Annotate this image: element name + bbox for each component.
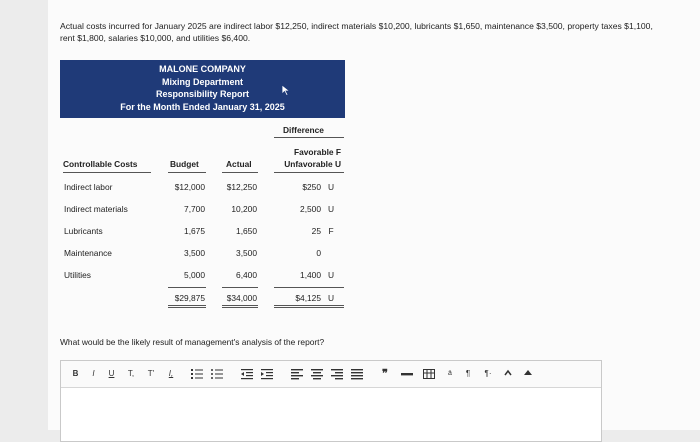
editor-toolbar — [61, 361, 601, 388]
diff-total-rule — [274, 287, 344, 288]
outdent-icon[interactable] — [241, 368, 253, 380]
row-diff: $250 — [302, 182, 321, 192]
company-name: MALONE COMPANY — [159, 64, 246, 74]
row-name: Lubricants — [64, 226, 103, 236]
total-flag: U — [327, 293, 335, 303]
row-actual: 1,650 — [236, 226, 257, 236]
row-flag: U — [327, 270, 335, 280]
budget-header: Budget — [170, 159, 199, 169]
costs-underline — [63, 172, 151, 173]
row-diff: 0 — [316, 248, 321, 258]
difference-underline — [274, 137, 344, 138]
total-diff: $4,125 — [295, 293, 321, 303]
ltr-direction-button[interactable]: ¶ — [465, 369, 471, 378]
row-flag: F — [328, 226, 334, 236]
rtl-direction-button[interactable]: ¶· — [484, 369, 492, 378]
redo-icon[interactable] — [523, 368, 533, 380]
row-budget: 5,000 — [184, 270, 205, 280]
row-name: Maintenance — [64, 248, 112, 258]
row-flag: U — [327, 182, 335, 192]
row-name: Utilities — [64, 270, 91, 280]
indent-icon[interactable] — [261, 368, 273, 380]
bold-button[interactable]: B — [72, 369, 79, 378]
row-actual: 3,500 — [236, 248, 257, 258]
clear-format-button[interactable]: I, — [168, 369, 174, 378]
department-name: Mixing Department — [161, 76, 243, 87]
total-actual: $34,000 — [226, 293, 257, 303]
special-character-icon[interactable]: ä — [448, 370, 452, 377]
row-actual: $12,250 — [226, 182, 257, 192]
row-budget: $12,000 — [174, 182, 205, 192]
subscript-button[interactable]: T, — [127, 369, 135, 378]
row-budget: 1,675 — [184, 226, 205, 236]
row-flag: U — [327, 204, 335, 214]
horizontal-rule-icon[interactable] — [401, 368, 413, 380]
actual-double-rule-a — [222, 305, 258, 306]
diff-double-rule-a — [274, 305, 344, 306]
mouse-cursor-icon — [281, 84, 291, 96]
question-text: What would be the likely result of management's analysis of the report? — [60, 337, 325, 347]
undo-icon[interactable] — [503, 368, 513, 380]
row-name: Indirect labor — [64, 182, 113, 192]
align-justify-icon[interactable] — [351, 368, 363, 380]
actual-header: Actual — [226, 159, 252, 169]
italic-button[interactable]: I — [92, 369, 95, 378]
row-actual: 10,200 — [231, 204, 257, 214]
problem-text: Actual costs incurred for January 2025 are indirect labor $12,250, indirect materials $10,200, lubricants $1,650, maintenance $3,500, property taxes $1,100, rent $1,800, salaries $10,000, and utilities $6,400. — [60, 21, 653, 43]
actual-total-rule — [222, 287, 258, 288]
blockquote-icon[interactable]: ❞ — [382, 368, 388, 380]
row-diff: 1,400 — [300, 270, 321, 280]
row-actual: 6,400 — [236, 270, 257, 280]
align-center-icon[interactable] — [311, 368, 323, 380]
superscript-button[interactable]: T' — [147, 369, 155, 378]
ordered-list-icon[interactable] — [191, 368, 203, 380]
controllable-costs-header: Controllable Costs — [63, 159, 138, 169]
actual-underline — [222, 172, 258, 173]
difference-header: Difference — [283, 125, 324, 135]
budget-double-rule-b — [168, 307, 206, 308]
budget-double-rule-a — [168, 305, 206, 306]
report-title: Responsibility Report — [155, 89, 249, 99]
actual-double-rule-b — [222, 307, 258, 308]
row-name: Indirect materials — [64, 204, 128, 214]
favorable-label: Favorable F — [293, 147, 341, 157]
row-diff: 2,500 — [300, 204, 321, 214]
align-left-icon[interactable] — [291, 368, 303, 380]
report-period: For the Month Ended January 31, 2025 — [120, 101, 285, 112]
total-budget: $29,875 — [174, 293, 205, 303]
report-header — [60, 60, 345, 118]
row-diff: 25 — [311, 226, 321, 236]
variance-underline — [274, 172, 344, 173]
diff-double-rule-b — [274, 307, 344, 308]
unordered-list-icon[interactable] — [211, 368, 223, 380]
unfavorable-label: Unfavorable U — [284, 159, 341, 169]
underline-button[interactable]: U — [108, 369, 115, 378]
row-budget: 3,500 — [184, 248, 205, 258]
row-budget: 7,700 — [184, 204, 205, 214]
table-icon[interactable] — [423, 368, 435, 380]
budget-total-rule — [168, 287, 206, 288]
align-right-icon[interactable] — [331, 368, 343, 380]
budget-underline — [168, 172, 206, 173]
